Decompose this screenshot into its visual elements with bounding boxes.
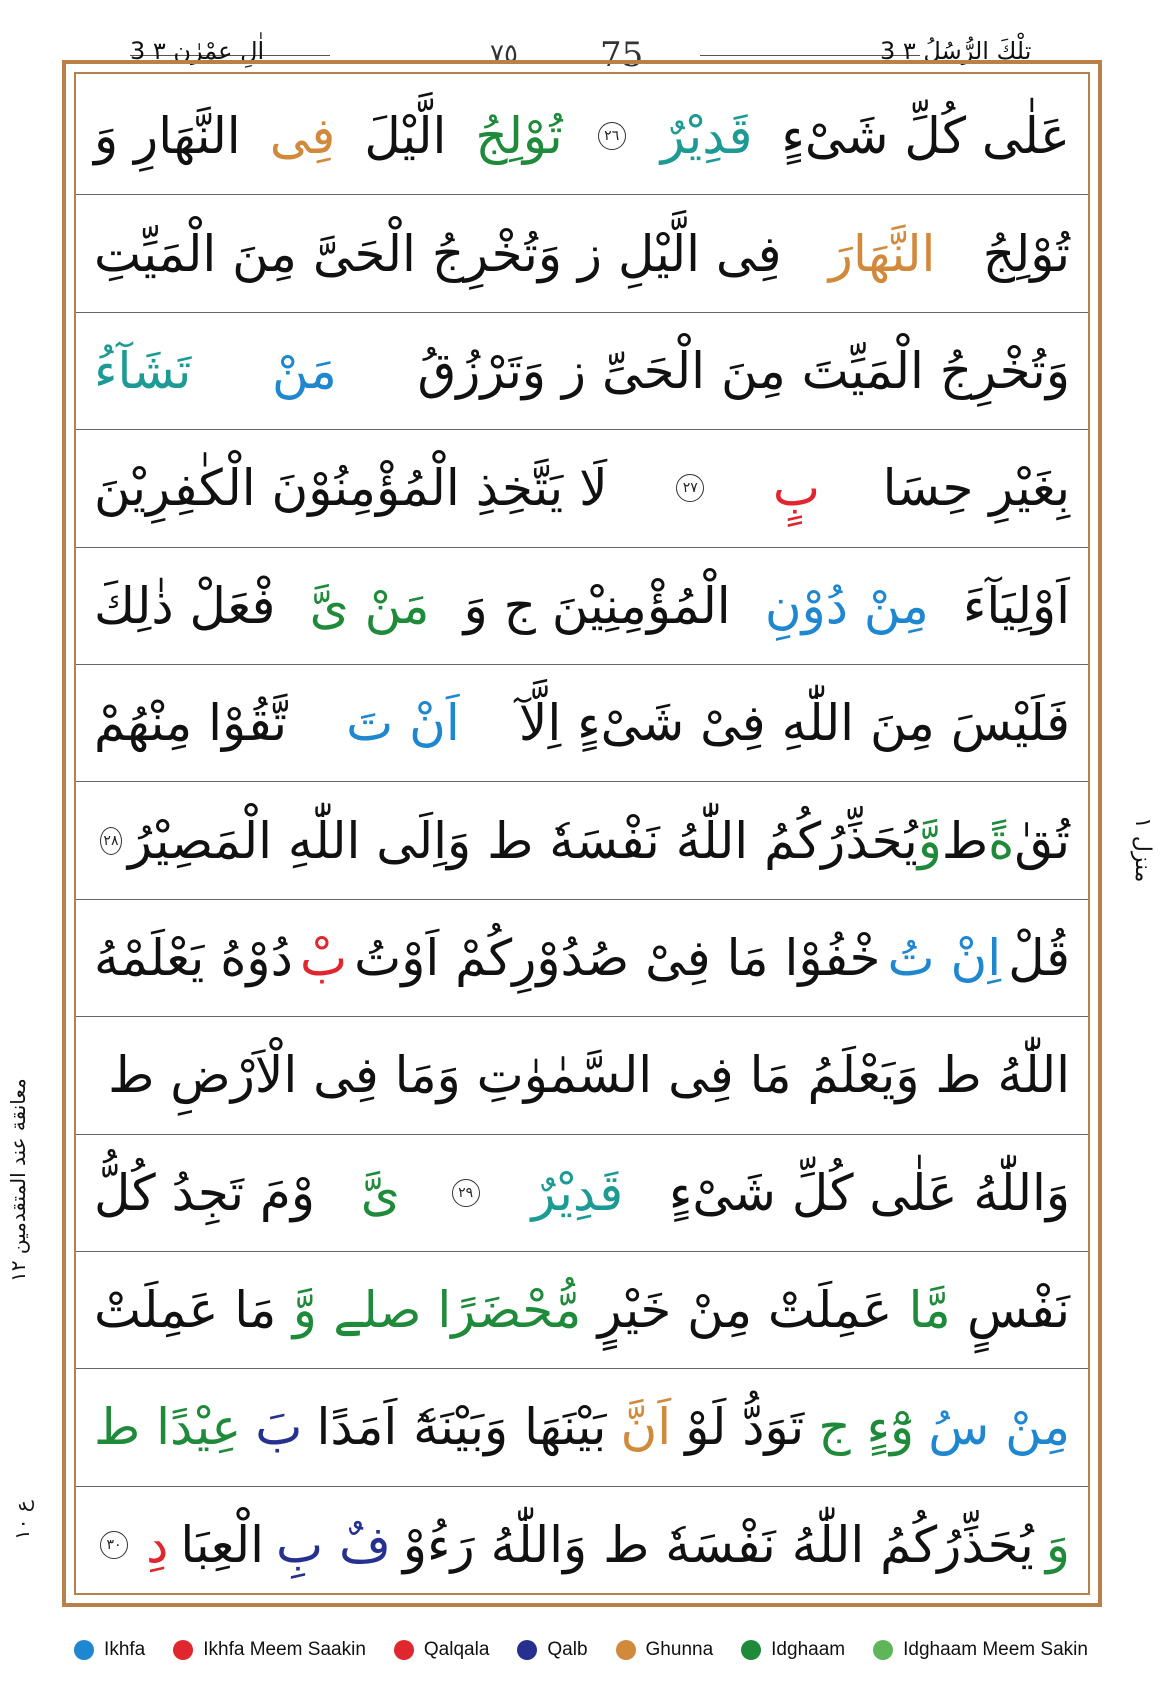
verse-text-segment: مَنْ [271, 341, 337, 400]
verse-text-segment: ةً [988, 811, 1015, 870]
verse-line [76, 782, 1088, 899]
verse-text-segment: فِی [269, 107, 336, 166]
ayah-number-marker: ٢٩ [452, 1179, 480, 1207]
legend-item [741, 1639, 845, 1661]
legend-color-dot-icon [741, 1640, 761, 1660]
verse-line [76, 1017, 1088, 1134]
verse-text-segment: اَنَّ [620, 1398, 672, 1457]
verse-text-segment: یُحَذِّرُكُمُ اللّٰهُ نَفْسَهٗ ط وَاِلَى اللّٰهِ الْمَصِیْرُ [127, 811, 918, 870]
legend-item [394, 1639, 490, 1661]
ruku-marker: ع ١٠ [10, 1500, 34, 1540]
verse-line [76, 430, 1088, 547]
verse-text-segment: مُّحْضَرًا صلے [333, 1281, 582, 1340]
legend-item [74, 1639, 145, 1661]
juz-name-label: 3 تِلْكَ الرُّسُلُ ٣ [880, 37, 1032, 65]
verse-text-segment: بَیْنَهَا وَبَیْنَهٗٓ اَمَدًا [316, 1398, 607, 1457]
verse-line [76, 900, 1088, 1017]
verse-text-segment: وْٓءٍ ج [818, 1398, 915, 1457]
legend-color-dot-icon [173, 1640, 193, 1660]
page-number-arabic: ٧٥ [490, 39, 518, 69]
verse-line [76, 313, 1088, 430]
verse-line [76, 548, 1088, 665]
legend-label: Ikhfa Meem Saakin [203, 1639, 366, 1660]
verse-text-segment: مَنْ یَّ [309, 576, 430, 635]
ayah-number-marker: ٢٧ [676, 474, 704, 502]
legend-label: Qalqala [423, 1639, 490, 1660]
legend-item [517, 1639, 587, 1661]
verse-text-segment: اَنْ تَ [346, 694, 460, 753]
legend-color-dot-icon [74, 1640, 94, 1660]
margin-note: معانقة عند المتقدمين ١٢ [6, 1078, 30, 1282]
verse-text-segment: لَا یَتَّخِذِ الْمُؤْمِنُوْنَ الْكٰفِرِیْنَ [94, 459, 608, 518]
verse-text-segment: النَّهَارِ وَ [94, 107, 241, 166]
verse-text-segment: یَّ [360, 1163, 400, 1222]
verse-text-segment: عَلٰى كُلِّ شَیْءٍ [781, 107, 1070, 166]
ayah-number-marker: ٢٨ [100, 827, 122, 855]
legend-item [873, 1639, 1088, 1661]
legend-color-dot-icon [873, 1640, 893, 1660]
tajweed-legend [0, 1635, 1162, 1665]
verse-text-segment: فَلَیْسَ مِنَ اللّٰهِ فِیْ شَیْءٍ اِلَّآ [518, 694, 1070, 753]
manzil-marker: منزل ١ [1130, 817, 1155, 883]
legend-label: Qalb [547, 1639, 588, 1660]
verse-text-segment: الْعِبَا [180, 1516, 264, 1575]
verse-text-segment: وْمَ تَجِدُ كُلُّ [94, 1163, 316, 1222]
verse-line [76, 195, 1088, 312]
ayah-number-marker: ٣٠ [100, 1531, 128, 1559]
verse-text-segment: قَدِیْرٌ [531, 1163, 624, 1222]
legend-label: Idghaam Meem Sakin [903, 1639, 1088, 1660]
verse-text-segment: قَدِیْرٌ [660, 107, 753, 166]
verse-line [76, 665, 1088, 782]
verse-text-segment: فٌ بِ [276, 1516, 391, 1575]
verse-text-segment: اَوْلِیَآءَ [962, 576, 1070, 635]
verse-text-segment: بِغَیْرِ حِسَا [882, 459, 1070, 518]
verse-text-segment: الْمُؤْمِنِیْنَ ج وَ [463, 576, 731, 635]
verse-lines [76, 78, 1088, 1589]
verse-text-segment: تَوَدُّ لَوْ [685, 1398, 805, 1457]
verse-text-segment: نَفْسٍ [967, 1281, 1070, 1340]
verse-text-segment: مَا عَمِلَتْ [94, 1281, 277, 1340]
page-frame [62, 60, 1102, 1607]
verse-text-segment: دِ [146, 1516, 169, 1575]
verse-text-segment: وَتُخْرِجُ الْمَیِّتَ مِنَ الْحَیِّ ز وَتَرْزُقُ [417, 341, 1070, 400]
verse-text-segment: اللّٰهُ ط وَیَعْلَمُ مَا فِی السَّمٰوٰتِ وَمَا فِی الْاَرْضِ ط [108, 1046, 1070, 1105]
verse-text-segment: خْفُوْا مَا فِیْ صُدُوْرِكُمْ اَوْتُ [354, 928, 881, 987]
verse-text-segment: مِنْ سُ [928, 1398, 1070, 1457]
verse-text-segment: دُوْهُ یَعْلَمْهُ [94, 928, 293, 987]
page-number: 75 [600, 35, 644, 75]
verse-text-segment: مِنْ دُوْنِ [764, 576, 929, 635]
legend-item [173, 1639, 366, 1661]
verse-text-segment: بَ [255, 1398, 303, 1457]
verse-text-segment: ط [941, 811, 989, 870]
verse-text-segment: قُلْ [1008, 928, 1070, 987]
verse-text-segment: بٍ [772, 459, 820, 518]
ayah-number-marker: ٢٦ [598, 122, 626, 150]
verse-text-segment: الَّیْلَ [364, 107, 447, 166]
verse-text-segment: فْعَلْ ذٰلِكَ [94, 576, 276, 635]
legend-label: Ikhfa [104, 1639, 146, 1660]
verse-text-segment: اِنْ تُ [887, 928, 1002, 987]
legend-label: Ghunna [645, 1639, 714, 1660]
verse-text-segment: النَّهَارَ [828, 224, 936, 283]
verse-text-segment: وَّ [917, 811, 942, 870]
verse-text-segment: تَّقُوْا مِنْهُمْ [94, 694, 288, 753]
verse-text-segment: وَّ [292, 1281, 317, 1340]
verse-text-segment: تُقٰ [1014, 811, 1070, 870]
legend-color-dot-icon [616, 1640, 636, 1660]
legend-color-dot-icon [517, 1640, 537, 1660]
verse-line [76, 1369, 1088, 1486]
verse-line [76, 1135, 1088, 1252]
verse-text-segment: عِیْدًا ط [94, 1398, 242, 1457]
verse-text-segment: وَاللّٰهُ عَلٰى كُلِّ شَیْءٍ [668, 1163, 1070, 1222]
verse-line [76, 78, 1088, 195]
surah-name-label: 3 اٰلِ عِمْرٰن ٣ [130, 37, 265, 65]
verse-text-segment: عَمِلَتْ مِنْ خَیْرٍ [597, 1281, 893, 1340]
legend-color-dot-icon [394, 1640, 414, 1660]
legend-item [616, 1639, 714, 1661]
verse-line [76, 1487, 1088, 1604]
verse-text-segment: تُوْلِجُ [982, 224, 1070, 283]
verse-text-segment: وَ [1045, 1516, 1070, 1575]
verse-line [76, 1252, 1088, 1369]
legend-label: Idghaam [771, 1639, 846, 1660]
verse-text-segment: فِی الَّیْلِ ز وَتُخْرِجُ الْحَیَّ مِنَ الْمَیِّتِ [94, 224, 782, 283]
verse-text-segment: بْ [299, 928, 348, 987]
verse-text-segment: تَشَآءُ [94, 341, 192, 400]
verse-text-segment: مَّا [908, 1281, 951, 1340]
verse-text-segment: یُحَذِّرُكُمُ اللّٰهُ نَفْسَهٗ ط وَاللّٰهُ رَءُوْ [402, 1516, 1034, 1575]
verse-text-segment: تُوْلِجُ [475, 107, 563, 166]
